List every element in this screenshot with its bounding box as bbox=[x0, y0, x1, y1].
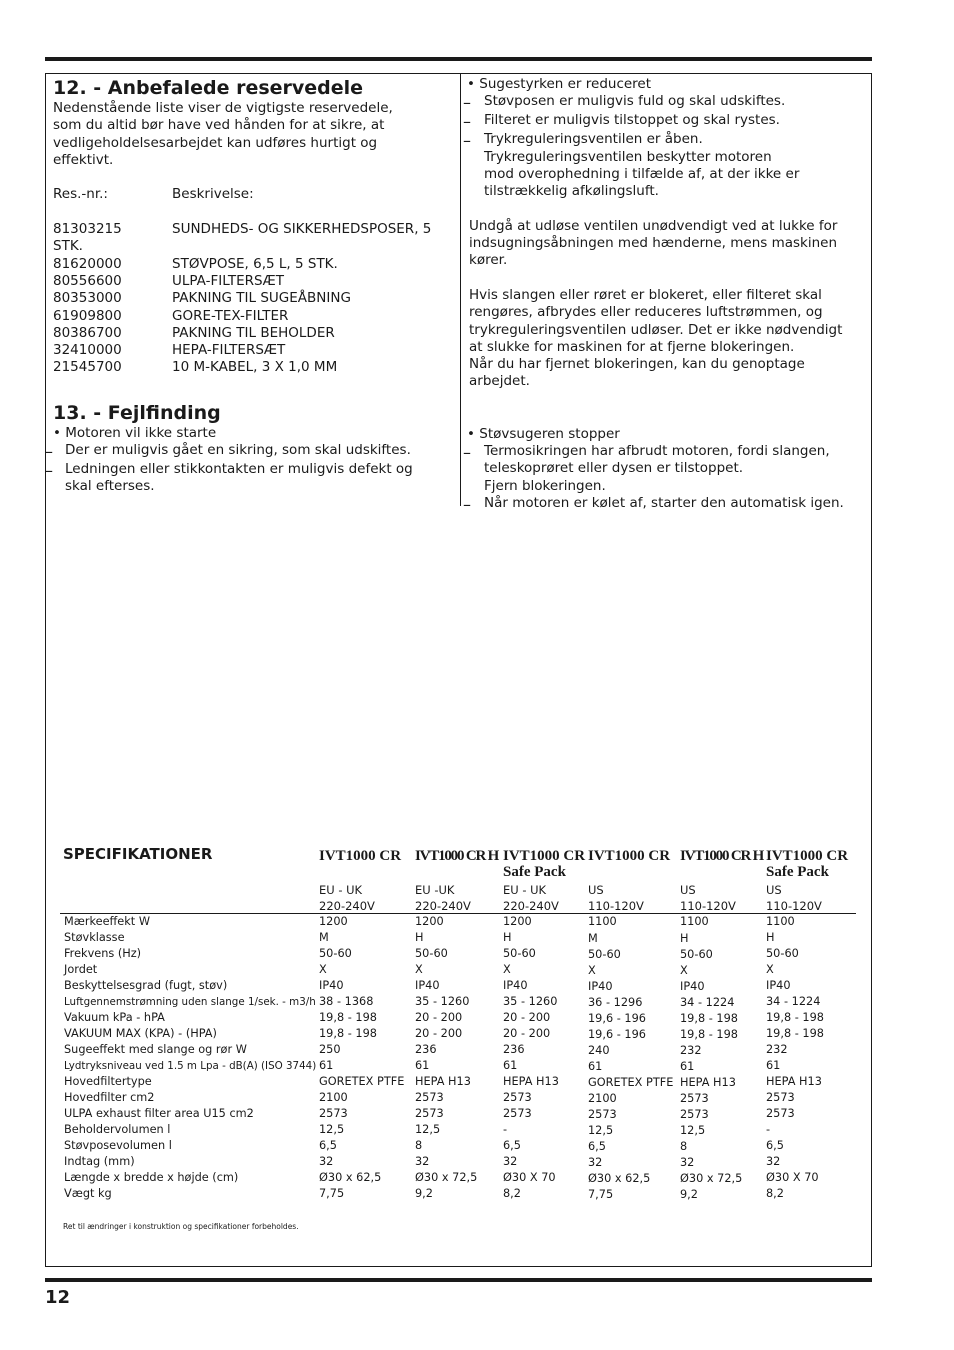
spec-value: M bbox=[319, 931, 329, 944]
spec-value: 2573 bbox=[766, 1107, 795, 1120]
spec-value: 8,2 bbox=[766, 1187, 784, 1200]
spec-value: X bbox=[588, 964, 596, 978]
part-row bbox=[53, 342, 453, 359]
spec-value: 61 bbox=[415, 1059, 430, 1072]
spec-value: 2100 bbox=[588, 1092, 617, 1106]
spec-value: 1200 bbox=[503, 915, 532, 928]
spec-value: IP40 bbox=[766, 979, 791, 992]
spec-value: IP40 bbox=[503, 979, 528, 992]
spec-value: IP40 bbox=[319, 979, 344, 992]
spec-value: 19,8 - 198 bbox=[319, 1011, 377, 1024]
bottom-rule bbox=[45, 1278, 872, 1282]
model-name: Safe Pack bbox=[766, 864, 829, 880]
spec-value: 61 bbox=[766, 1059, 781, 1072]
part-row bbox=[53, 221, 453, 238]
spec-value: X bbox=[680, 964, 688, 978]
spec-value: 12,5 bbox=[680, 1124, 706, 1138]
spec-label: Hovedfiltertype bbox=[64, 1075, 152, 1088]
spec-value: 32 bbox=[680, 1156, 695, 1170]
spec-label: Mærkeeffekt W bbox=[64, 915, 150, 928]
spec-value: 19,8 - 198 bbox=[680, 1012, 738, 1026]
spec-label: Beskyttelsesgrad (fugt, støv) bbox=[64, 979, 228, 992]
spec-value: HEPA H13 bbox=[503, 1075, 559, 1088]
part-row bbox=[53, 290, 453, 307]
spec-value: 50-60 bbox=[319, 947, 352, 960]
spec-value: 1100 bbox=[588, 915, 617, 928]
spec-label: Vægt kg bbox=[64, 1187, 112, 1200]
spec-value: H bbox=[503, 931, 512, 944]
spec-value: 1100 bbox=[680, 915, 709, 928]
description-header: Beskrivelse: bbox=[172, 186, 254, 203]
spec-value: 32 bbox=[415, 1155, 430, 1168]
part-number: 21545700 bbox=[53, 359, 122, 376]
spec-label: Beholdervolumen l bbox=[64, 1123, 171, 1136]
model-region: EU -UK bbox=[415, 883, 455, 897]
part-number: 61909800 bbox=[53, 307, 122, 324]
spec-value: 50-60 bbox=[680, 948, 713, 962]
spec-label: ULPA exhaust filter area U15 cm2 bbox=[64, 1107, 254, 1120]
column-divider bbox=[460, 74, 461, 506]
part-row bbox=[53, 256, 453, 273]
spec-label: Hovedfilter cm2 bbox=[64, 1091, 155, 1104]
spec-label: Sugeeffekt med slange og rør W bbox=[64, 1043, 247, 1056]
spec-value: 1100 bbox=[766, 915, 795, 928]
part-description bbox=[172, 238, 453, 255]
part-description: PAKNING TIL BEHOLDER bbox=[172, 324, 335, 341]
troubleshoot-item: – Filteret er muligvis tilstoppet og skal rystes. bbox=[463, 112, 780, 132]
spec-value: - bbox=[503, 1123, 508, 1136]
spec-value: - bbox=[766, 1123, 771, 1136]
part-row bbox=[53, 359, 453, 376]
spec-value: 8 bbox=[680, 1140, 688, 1154]
spec-value: 232 bbox=[766, 1043, 788, 1056]
spec-value: 35 - 1260 bbox=[415, 995, 470, 1008]
spec-value: 2573 bbox=[415, 1107, 444, 1120]
spec-value: 1200 bbox=[319, 915, 348, 928]
model-name: Safe Pack bbox=[503, 864, 566, 880]
spec-value: 19,8 - 198 bbox=[766, 1027, 824, 1040]
spec-value: 240 bbox=[588, 1044, 610, 1058]
spec-value: 8,2 bbox=[503, 1187, 521, 1200]
page-number: 12 bbox=[45, 1287, 71, 1308]
model-voltage: 110-120V bbox=[680, 899, 736, 913]
part-description: HEPA-FILTERSÆT bbox=[172, 342, 286, 359]
spec-label: Støvposevolumen l bbox=[64, 1139, 172, 1152]
model-voltage: 220-240V bbox=[415, 899, 471, 913]
spec-value: 50-60 bbox=[503, 947, 536, 960]
part-description: SUNDHEDS- OG SIKKERHEDSPOSER, 5 bbox=[172, 221, 432, 238]
spec-label: Luftgennemstrømning uden slange 1/sek. - m3/h bbox=[64, 996, 316, 1008]
spec-value: 20 - 200 bbox=[415, 1027, 463, 1040]
section-12-title: 12. - Anbefalede reservedele bbox=[53, 77, 364, 99]
spec-value: 2573 bbox=[415, 1091, 444, 1104]
part-row bbox=[53, 325, 453, 342]
intro-line: vedligeholdelsesarbejdet kan udføres hurtigt og bbox=[53, 134, 378, 151]
spec-value: 9,2 bbox=[680, 1188, 698, 1202]
valve-paragraph: Undgå at udløse ventilen unødvendigt ved at lukke for indsugningsåbningen med hænderne, mens maskinen kører. bbox=[469, 217, 838, 269]
spec-label: Jordet bbox=[64, 963, 98, 976]
spec-value: Ø30 x 72,5 bbox=[415, 1171, 478, 1184]
spec-value: 19,8 - 198 bbox=[766, 1011, 824, 1024]
part-description: STØVPOSE, 6,5 L, 5 STK. bbox=[172, 255, 338, 272]
spec-value: 19,8 - 198 bbox=[319, 1027, 377, 1040]
spec-value: 32 bbox=[503, 1155, 518, 1168]
stops-bullet: • Støvsugeren stopper bbox=[467, 425, 620, 442]
part-row bbox=[53, 308, 453, 325]
part-row bbox=[53, 238, 453, 255]
spec-value: 32 bbox=[588, 1156, 603, 1170]
spec-value: X bbox=[319, 963, 327, 976]
spec-value: 2573 bbox=[680, 1092, 709, 1106]
part-number: 81620000 bbox=[53, 255, 122, 272]
spec-value: 35 - 1260 bbox=[503, 995, 558, 1008]
intro-line: effektivt. bbox=[53, 151, 114, 168]
right-column bbox=[463, 76, 868, 514]
part-number: 80353000 bbox=[53, 290, 122, 307]
part-number: 80386700 bbox=[53, 324, 122, 341]
spec-value: 38 - 1368 bbox=[319, 995, 374, 1008]
spec-value: 50-60 bbox=[766, 947, 799, 960]
troubleshoot-item: – Trykreguleringsventilen er åben. Trykreguleringsventilen beskytter motoren mod overophedning i tilfælde af, at der ikke er tilstrækkelig afkølingsluft. bbox=[463, 131, 800, 200]
model-region: EU - UK bbox=[319, 883, 363, 897]
spec-value: 1200 bbox=[415, 915, 444, 928]
part-description: ULPA-FILTERSÆT bbox=[172, 272, 285, 289]
part-description: GORE-TEX-FILTER bbox=[172, 307, 289, 324]
part-row bbox=[53, 273, 453, 290]
spec-value: 6,5 bbox=[588, 1140, 606, 1154]
spec-value: X bbox=[415, 963, 423, 976]
model-voltage: 110-120V bbox=[766, 899, 822, 913]
spec-value: 61 bbox=[680, 1060, 695, 1074]
spec-value: HEPA H13 bbox=[680, 1076, 736, 1090]
spec-value: Ø30 X 70 bbox=[766, 1171, 819, 1184]
spec-value: 236 bbox=[415, 1043, 437, 1056]
spec-value: 2573 bbox=[680, 1108, 709, 1122]
spec-label: Indtag (mm) bbox=[64, 1155, 135, 1168]
reduced-suction-bullet: • Sugestyrken er reduceret bbox=[467, 76, 652, 92]
spec-value: IP40 bbox=[680, 980, 705, 994]
spec-value: 2573 bbox=[503, 1091, 532, 1104]
spec-value: 20 - 200 bbox=[503, 1011, 551, 1024]
section-13-title: 13. - Fejlfinding bbox=[53, 401, 221, 424]
spec-value: H bbox=[415, 931, 424, 944]
spec-value: 6,5 bbox=[766, 1139, 784, 1152]
spec-value: 36 - 1296 bbox=[588, 996, 643, 1010]
parts-header bbox=[53, 186, 453, 203]
spec-value: 12,5 bbox=[588, 1124, 614, 1138]
spec-value: GORETEX PTFE bbox=[588, 1076, 674, 1090]
spec-value: 61 bbox=[588, 1060, 603, 1074]
model-name: IVT1000 CR H bbox=[680, 848, 764, 864]
specs-header-rule bbox=[60, 913, 856, 914]
spec-value: HEPA H13 bbox=[766, 1075, 822, 1088]
spec-value: 7,75 bbox=[588, 1188, 614, 1202]
part-number: 81303215 bbox=[53, 221, 122, 238]
spec-value: 34 - 1224 bbox=[680, 996, 735, 1010]
part-number: 80556600 bbox=[53, 272, 122, 289]
model-name: IVT1000 CR bbox=[503, 848, 586, 864]
model-voltage: 110-120V bbox=[588, 899, 644, 913]
model-region: EU - UK bbox=[503, 883, 547, 897]
spec-value: 2573 bbox=[588, 1108, 617, 1122]
spec-value: IP40 bbox=[588, 980, 613, 994]
spec-value: 232 bbox=[680, 1044, 702, 1058]
model-voltage: 220-240V bbox=[503, 899, 559, 913]
troubleshoot-item: – Termosikringen har afbrudt motoren, fordi slangen, teleskoprøret eller dysen er tilstoppet. Fjern blokeringen. bbox=[463, 443, 830, 494]
spec-value: 2573 bbox=[319, 1107, 348, 1120]
number-header: Res.-nr.: bbox=[53, 186, 108, 203]
model-region: US bbox=[588, 883, 604, 897]
model-name: IVT1000 CR bbox=[588, 848, 671, 864]
model-region: US bbox=[766, 883, 782, 897]
troubleshoot-item: – Der er muligvis gået en sikring, som skal udskiftes. bbox=[45, 442, 411, 462]
intro-line: Nedenstående liste viser de vigtigste reservedele, bbox=[53, 100, 393, 116]
spec-value: 6,5 bbox=[319, 1139, 337, 1152]
spec-label: Støvklasse bbox=[64, 931, 125, 944]
spec-label: Frekvens (Hz) bbox=[64, 947, 142, 960]
spec-value: 7,75 bbox=[319, 1187, 345, 1200]
parts-list bbox=[53, 186, 453, 376]
part-description: 10 M-KABEL, 3 X 1,0 MM bbox=[172, 359, 338, 376]
spec-value: X bbox=[766, 963, 774, 976]
part-number: 32410000 bbox=[53, 342, 122, 359]
spec-value: 2573 bbox=[503, 1107, 532, 1120]
model-name: IVT1000 CR bbox=[319, 848, 402, 864]
spec-value: 6,5 bbox=[503, 1139, 521, 1152]
spec-value: GORETEX PTFE bbox=[319, 1075, 405, 1088]
spec-value: 20 - 200 bbox=[503, 1027, 551, 1040]
spec-value: 12,5 bbox=[415, 1123, 441, 1136]
part-description: PAKNING TIL SUGEÅBNING bbox=[172, 290, 351, 307]
spec-value: 32 bbox=[766, 1155, 781, 1168]
troubleshoot-item: – Når motoren er kølet af, starter den automatisk igen. bbox=[463, 494, 844, 514]
troubleshoot-bullet: • Motoren vil ikke starte bbox=[53, 424, 217, 441]
spec-value: 12,5 bbox=[319, 1123, 345, 1136]
spec-value: 61 bbox=[503, 1059, 518, 1072]
spec-value: H bbox=[766, 931, 775, 944]
spec-value: X bbox=[503, 963, 511, 976]
spec-value: 236 bbox=[503, 1043, 525, 1056]
spec-label: VAKUUM MAX (KPA) - (HPA) bbox=[64, 1027, 217, 1040]
spec-label: Vakuum kPa - hPA bbox=[64, 1011, 165, 1024]
spec-value: 50-60 bbox=[415, 947, 448, 960]
spec-value: 20 - 200 bbox=[415, 1011, 463, 1024]
spec-value: IP40 bbox=[415, 979, 440, 992]
spec-value: 9,2 bbox=[415, 1187, 433, 1200]
spec-value: 32 bbox=[319, 1155, 334, 1168]
model-name: IVT1000 CR H bbox=[415, 848, 499, 864]
spec-value: Ø30 x 62,5 bbox=[319, 1171, 382, 1184]
troubleshoot-item: – Støvposen er muligvis fuld og skal udskiftes. bbox=[463, 93, 786, 113]
model-region: US bbox=[680, 883, 696, 897]
troubleshoot-item: – Ledningen eller stikkontakten er muligvis defekt og skal efterses. bbox=[45, 461, 413, 495]
intro-line: som du altid bør have ved hånden for at sikre, at bbox=[53, 117, 385, 134]
spec-value: 19,6 - 196 bbox=[588, 1028, 646, 1042]
spec-label: Lydtryksniveau ved 1.5 m Lpa - dB(A) (ISO 3744) bbox=[64, 1060, 317, 1072]
top-rule bbox=[45, 57, 872, 61]
spec-value: Ø30 x 72,5 bbox=[680, 1172, 743, 1186]
spec-value: H bbox=[680, 931, 689, 945]
spec-value: HEPA H13 bbox=[415, 1075, 471, 1088]
spec-value: 19,6 - 196 bbox=[588, 1012, 646, 1026]
spec-value: Ø30 X 70 bbox=[503, 1171, 556, 1184]
spec-value: 61 bbox=[319, 1059, 334, 1072]
footnote: Ret til ændringer i konstruktion og specifikationer forbeholdes. bbox=[63, 1222, 299, 1231]
model-name: IVT1000 CR bbox=[766, 848, 849, 864]
spec-value: 34 - 1224 bbox=[766, 995, 821, 1008]
spec-value: Ø30 x 62,5 bbox=[588, 1172, 651, 1186]
model-voltage: 220-240V bbox=[319, 899, 375, 913]
left-column bbox=[45, 76, 453, 496]
spec-value: 19,8 - 198 bbox=[680, 1028, 738, 1042]
spec-value: 8 bbox=[415, 1139, 423, 1152]
spec-value: 2573 bbox=[766, 1091, 795, 1104]
part-number: STK. bbox=[53, 238, 83, 255]
spec-value: 2100 bbox=[319, 1091, 348, 1104]
spec-label: Længde x bredde x højde (cm) bbox=[64, 1171, 239, 1184]
spec-value: M bbox=[588, 931, 598, 945]
blockage-paragraph: Hvis slangen eller røret er blokeret, eller filteret skal rengøres, afbrydes eller reduceres luftstrømmen, og trykreguleringsventilen udløser. Det er ikke nødvendigt at slukke for maskinen for at fjerne blokeringen. Når du har fjernet blokeringen, kan du genoptage arbejdet. bbox=[469, 286, 843, 390]
spec-value: 50-60 bbox=[588, 948, 621, 962]
spec-value: 250 bbox=[319, 1043, 341, 1056]
specs-title: SPECIFIKATIONER bbox=[63, 845, 213, 863]
